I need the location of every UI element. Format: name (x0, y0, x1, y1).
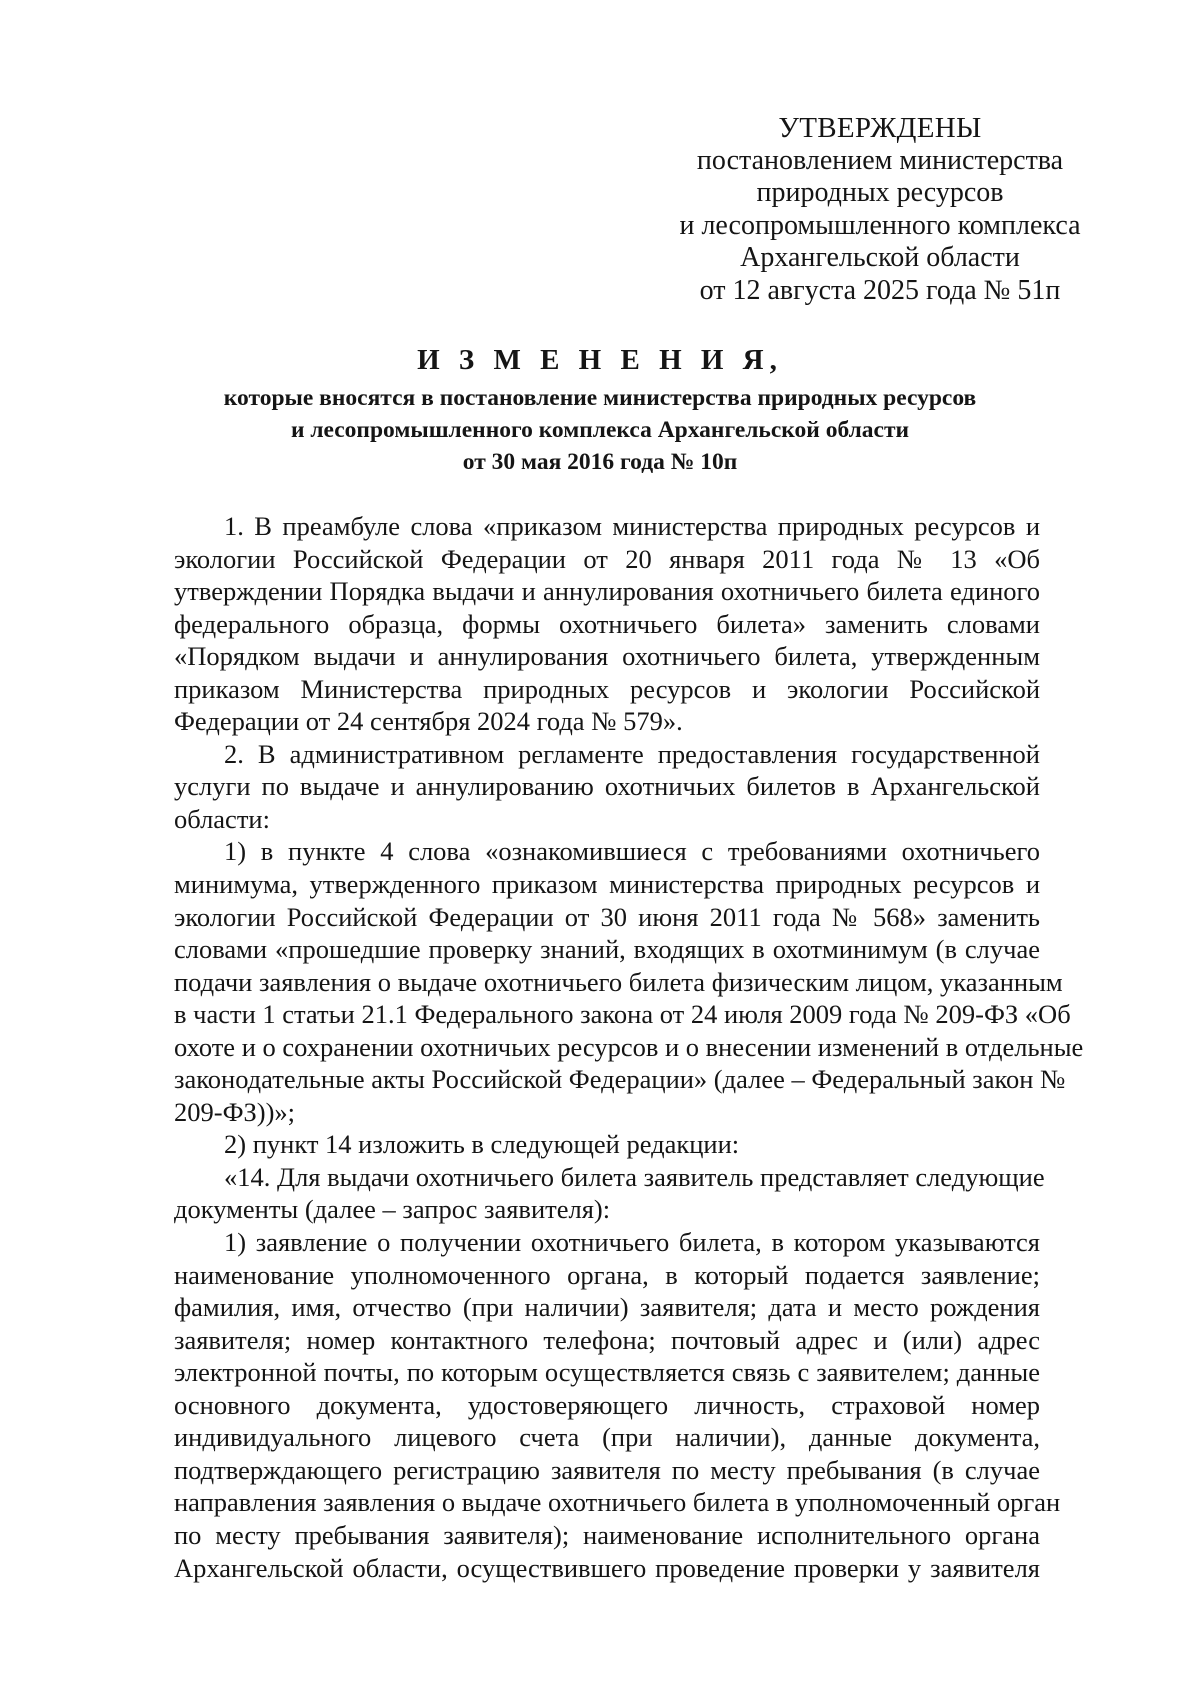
body-line: федерального образца, формы охотничьего билета» заменить словами (174, 608, 1040, 639)
document-title: И З М Е Н Е Н И Я, (417, 344, 783, 376)
body-line: приказом Министерства природных ресурсов и экологии Российской (174, 673, 1040, 704)
body-line: документы (далее – запрос заявителя): (174, 1194, 611, 1225)
body-line: в части 1 статьи 21.1 Федерального закона от 24 июля 2009 года № 209-ФЗ «Об (174, 999, 1071, 1030)
body-line: словами «прошедшие проверку знаний, входящих в охотминимум (в случае (174, 934, 1040, 965)
body-line: 2. В административном регламенте предоставления государственной (224, 738, 1040, 769)
body-line: подтверждающего регистрацию заявителя по месту пребывания (в случае (174, 1454, 1040, 1485)
body-line: 1) заявление о получении охотничьего билета, в котором указываются (224, 1227, 1040, 1258)
body-line: Архангельской области, осуществившего проведение проверки у заявителя (174, 1552, 1040, 1583)
body-line: заявителя; номер контактного телефона; почтовый адрес и (или) адрес (174, 1324, 1040, 1355)
approval-line: постановлением министерства (696, 144, 1064, 176)
body-line: экологии Российской Федерации от 20 января 2011 года № 13 «Об (174, 543, 1040, 574)
body-line: наименование уполномоченного органа, в который подается заявление; (174, 1259, 1040, 1290)
body-line: «Порядком выдачи и аннулирования охотничьего билета, утвержденным (174, 641, 1040, 672)
body-line: области: (174, 803, 270, 834)
body-line: направления заявления о выдаче охотничьего билета в уполномоченный орган (174, 1487, 1061, 1518)
body-line: основного документа, удостоверяющего личность, страховой номер (174, 1389, 1040, 1420)
approval-date-line: от 12 августа 2025 года № 51п (699, 274, 1061, 306)
approval-line: и лесопромышленного комплекса (679, 209, 1081, 241)
document-subtitle-line: от 30 мая 2016 года № 10п (462, 449, 738, 475)
approval-line: Архангельской области (740, 242, 1020, 274)
approval-heading: УТВЕРЖДЕНЫ (778, 112, 982, 144)
approval-line: природных ресурсов (756, 177, 1004, 209)
approval-stamp-block (600, 112, 1160, 308)
body-line: услуги по выдаче и аннулированию охотничьих билетов в Архангельской (174, 771, 1040, 802)
body-line: экологии Российской Федерации от 30 июня 2011 года № 568» заменить (174, 901, 1040, 932)
body-line: по месту пребывания заявителя); наименование исполнительного органа (174, 1519, 1040, 1550)
body-line: фамилия, имя, отчество (при наличии) заявителя; дата и место рождения (174, 1292, 1040, 1323)
document-subtitle-line: и лесопромышленного комплекса Архангельской области (290, 417, 910, 443)
body-line: индивидуального лицевого счета (при наличии), данные документа, (174, 1422, 1040, 1453)
body-line: 209-ФЗ))»; (174, 1096, 296, 1127)
body-line: охоте и о сохранении охотничьих ресурсов и о внесении изменений в отдельные (174, 1031, 1084, 1062)
body-line: подачи заявления о выдаче охотничьего билета физическим лицом, указанным (174, 966, 1063, 997)
body-line: законодательные акты Российской Федерации» (далее – Федеральный закон № (174, 1064, 1066, 1095)
body-line: минимума, утвержденного приказом министерства природных ресурсов и (174, 869, 1040, 900)
body-line: Федерации от 24 сентября 2024 года № 579». (174, 706, 683, 737)
document-body (174, 510, 1084, 1584)
body-line: 1) в пункте 4 слова «ознакомившиеся с требованиями охотничьего (224, 836, 1040, 867)
document-subtitle-line: которые вносятся в постановление министерства природных ресурсов (223, 385, 977, 411)
body-line: утверждении Порядка выдачи и аннулирования охотничьего билета единого (174, 576, 1040, 607)
body-line: 1. В преамбуле слова «приказом министерства природных ресурсов и (224, 511, 1040, 541)
body-line: 2) пункт 14 изложить в следующей редакции: (224, 1129, 740, 1160)
body-line: «14. Для выдачи охотничьего билета заявитель представляет следующие (224, 1161, 1045, 1192)
body-line: электронной почты, по которым осуществляется связь с заявителем; данные (174, 1357, 1040, 1388)
